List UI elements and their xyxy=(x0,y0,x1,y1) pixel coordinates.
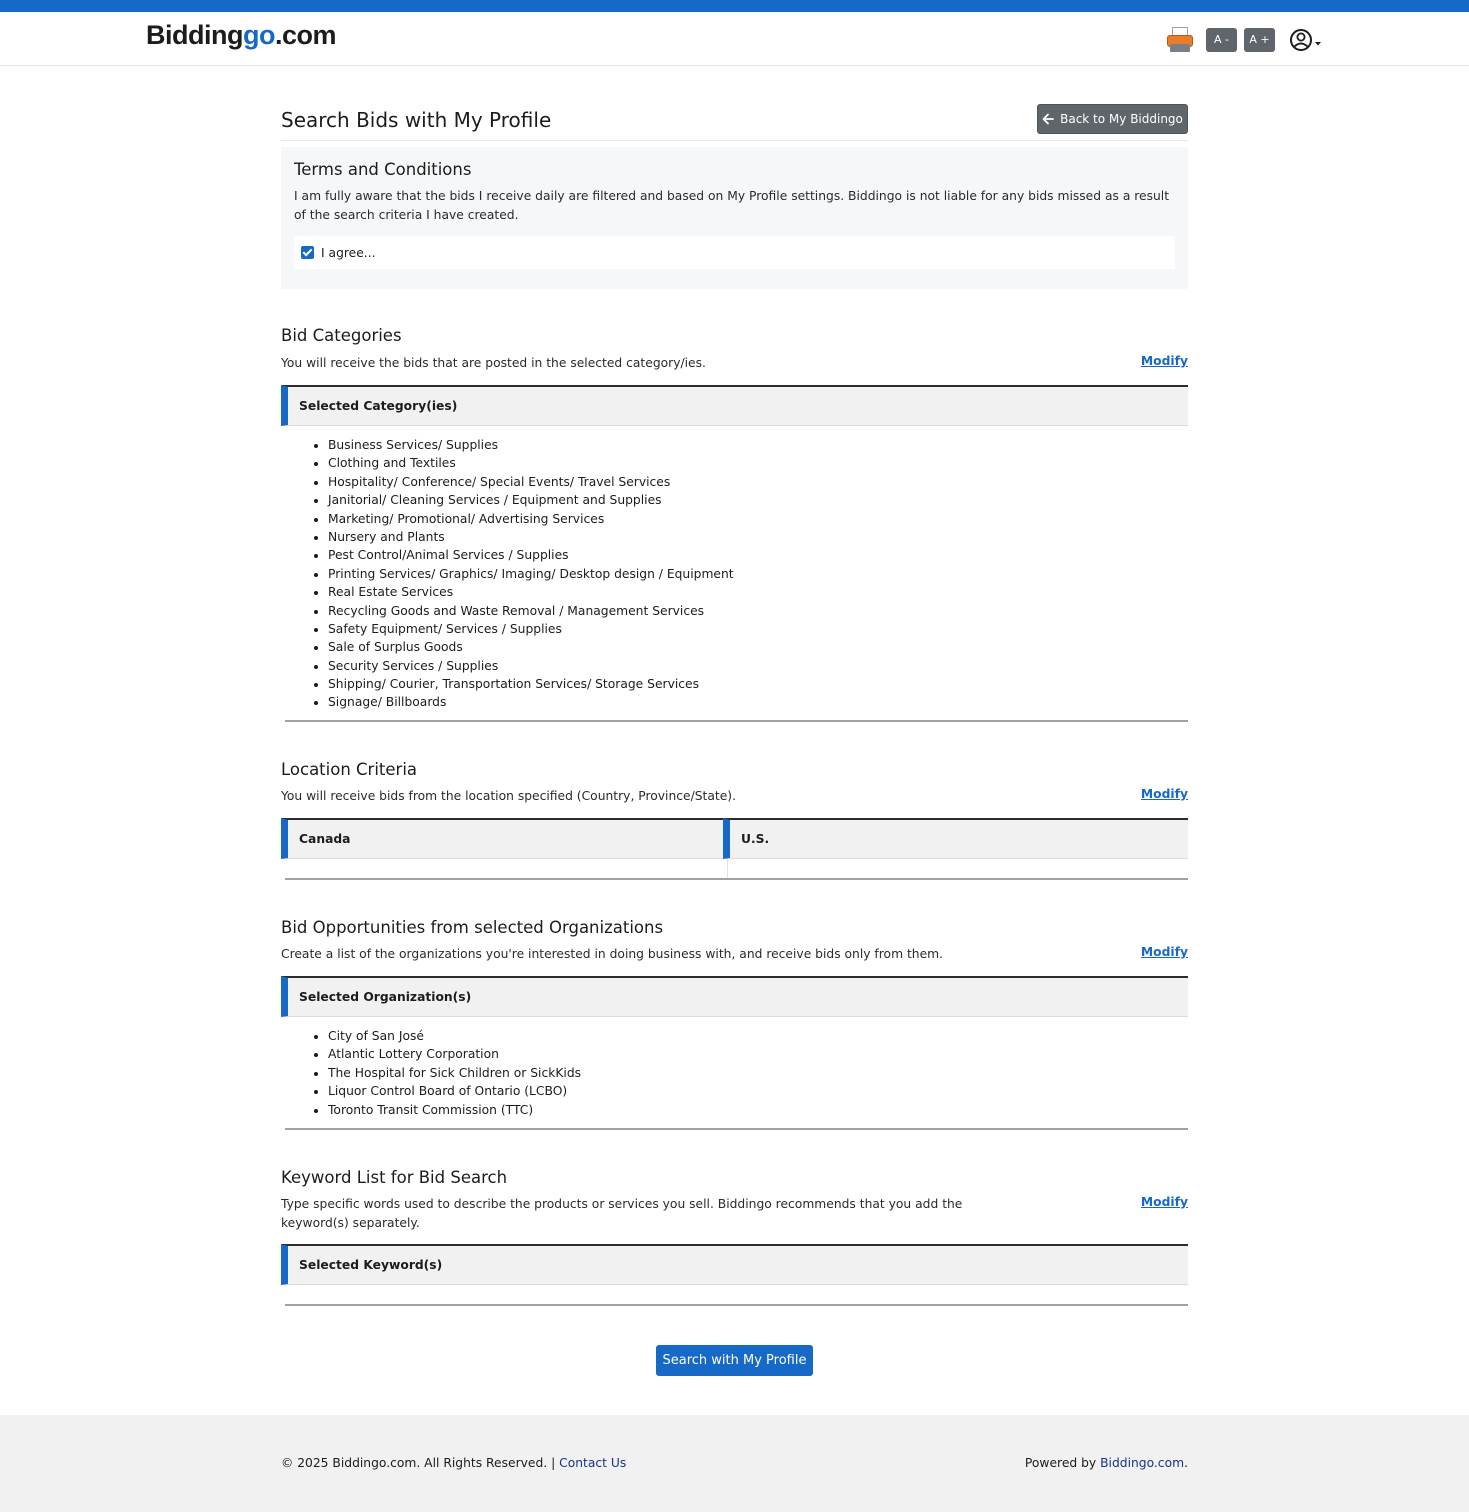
printer-icon[interactable] xyxy=(1166,27,1194,53)
site-footer xyxy=(0,1415,1469,1512)
divider xyxy=(285,1304,1188,1306)
category-item: • Clothing and Textiles xyxy=(328,454,734,472)
category-item: • Pest Control/Animal Services / Supplies xyxy=(328,546,734,564)
category-list xyxy=(328,436,734,712)
modify-categories-link[interactable]: Modify xyxy=(1140,354,1188,368)
selected-keywords-header: Selected Keyword(s) xyxy=(281,1244,1188,1285)
top-accent-bar xyxy=(0,0,1469,12)
footer-copyright: © 2025 Biddingo.com. All Rights Reserved. | Contact Us xyxy=(281,1456,627,1470)
modify-organizations-link[interactable]: Modify xyxy=(1140,945,1188,959)
modify-location-link[interactable]: Modify xyxy=(1140,787,1188,801)
divider xyxy=(285,1128,1188,1130)
caret-down-icon xyxy=(1315,42,1321,46)
back-button-label: Back to My Biddingo xyxy=(1060,112,1183,126)
terms-and-conditions xyxy=(281,147,1188,289)
organization-item: • The Hospital for Sick Children or SickKids xyxy=(328,1064,581,1082)
divider xyxy=(285,878,1188,880)
divider xyxy=(285,720,1188,722)
category-item: • Sale of Surplus Goods xyxy=(328,638,734,656)
category-item: • Real Estate Services xyxy=(328,583,734,601)
search-with-my-profile-button[interactable]: Search with My Profile xyxy=(656,1345,813,1376)
country-canada: Canada xyxy=(281,818,723,859)
site-header xyxy=(0,12,1469,66)
category-item: • Business Services/ Supplies xyxy=(328,436,734,454)
bid-categories-title: Bid Categories xyxy=(281,326,402,345)
divider xyxy=(281,140,1188,141)
keywords-description: Type specific words used to describe the products or services you sell. Biddingo recommends that you add the keyword(s) separately. xyxy=(281,1197,963,1230)
organizations-description: Create a list of the organizations you're interested in doing business with, and receive bids only from them. xyxy=(281,947,944,961)
category-item: • Signage/ Billboards xyxy=(328,693,734,711)
location-criteria-title: Location Criteria xyxy=(281,760,418,779)
organizations-title: Bid Opportunities from selected Organizations xyxy=(281,918,664,937)
category-item: • Security Services / Supplies xyxy=(328,657,734,675)
biddingo-footer-link[interactable]: Biddingo.com xyxy=(1100,1456,1185,1470)
selected-categories-header: Selected Category(ies) xyxy=(281,385,1188,426)
category-item: • Nursery and Plants xyxy=(328,528,734,546)
agree-row xyxy=(294,236,1175,269)
country-us: U.S. xyxy=(723,818,1188,859)
terms-title: Terms and Conditions xyxy=(294,160,472,179)
category-item: • Janitorial/ Cleaning Services / Equipment and Supplies xyxy=(328,491,734,509)
divider xyxy=(727,859,728,878)
font-decrease-button[interactable]: A - xyxy=(1206,28,1237,52)
bid-categories-description: You will receive the bids that are posted in the selected category/ies. xyxy=(281,356,706,370)
category-item: • Marketing/ Promotional/ Advertising Services xyxy=(328,510,734,528)
biddingo-logo[interactable]: Biddinggo.com xyxy=(146,20,337,50)
agree-checkbox[interactable] xyxy=(301,246,314,259)
category-item: • Recycling Goods and Waste Removal / Management Services xyxy=(328,602,734,620)
back-to-my-biddingo-button[interactable] xyxy=(1037,104,1188,134)
modify-keywords-link[interactable]: Modify xyxy=(1140,1195,1188,1209)
terms-text: I am fully aware that the bids I receive daily are filtered and based on My Profile settings. Biddingo is not liable for any bids missed as a result of the search criteria I have created. xyxy=(294,189,1170,222)
keywords-title: Keyword List for Bid Search xyxy=(281,1168,508,1187)
user-circle-icon xyxy=(1290,27,1324,53)
user-menu-button[interactable] xyxy=(1290,27,1324,53)
arrow-left-icon xyxy=(1042,113,1054,125)
contact-us-link[interactable]: Contact Us xyxy=(559,1456,627,1470)
category-item: • Printing Services/ Graphics/ Imaging/ Desktop design / Equipment xyxy=(328,565,734,583)
page-title: Search Bids with My Profile xyxy=(281,108,552,132)
agree-label[interactable]: I agree... xyxy=(321,245,376,260)
organization-item: • Atlantic Lottery Corporation xyxy=(328,1045,581,1063)
selected-organizations-header: Selected Organization(s) xyxy=(281,976,1188,1017)
organization-list xyxy=(328,1027,581,1119)
organization-item: • Toronto Transit Commission (TTC) xyxy=(328,1101,581,1119)
organization-item: • City of San José xyxy=(328,1027,581,1045)
location-criteria-description: You will receive bids from the location specified (Country, Province/State). xyxy=(281,789,736,803)
header-tools xyxy=(1166,27,1324,53)
category-item: • Shipping/ Courier, Transportation Services/ Storage Services xyxy=(328,675,734,693)
footer-powered-by: Powered by Biddingo.com. xyxy=(1024,1456,1188,1470)
category-item: • Safety Equipment/ Services / Supplies xyxy=(328,620,734,638)
location-table xyxy=(281,818,1188,880)
category-item: • Hospitality/ Conference/ Special Events/ Travel Services xyxy=(328,473,734,491)
font-increase-button[interactable]: A + xyxy=(1244,28,1275,52)
organization-item: • Liquor Control Board of Ontario (LCBO) xyxy=(328,1082,581,1100)
